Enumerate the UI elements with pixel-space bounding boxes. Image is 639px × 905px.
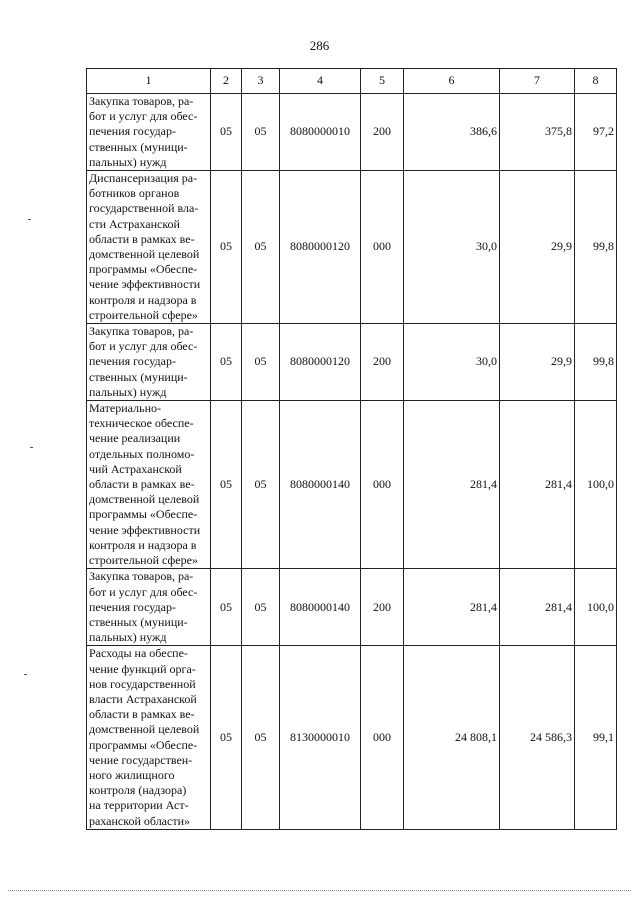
description-line: области в рамках ве- [89, 707, 195, 722]
description-line: бот и услуг для обес- [89, 584, 198, 599]
cell-target-article: 8130000010 [280, 646, 361, 829]
cell-section: 05 [211, 324, 242, 401]
scan-speck [30, 447, 33, 448]
description-line: чение эффективности [89, 522, 201, 537]
table-row [87, 569, 617, 646]
scan-speck [28, 219, 31, 220]
description-line: на территории Аст- [89, 798, 189, 813]
description-line: строительной сфере» [89, 307, 198, 322]
cell-percent: 100,0 [575, 401, 617, 569]
cell-target-article: 8080000120 [280, 171, 361, 324]
cell-executed: 29,9 [500, 324, 575, 401]
header-col-5: 5 [361, 69, 404, 94]
cell-percent: 100,0 [575, 569, 617, 646]
description-line: пальных) нужд [89, 154, 167, 169]
cell-planned: 281,4 [404, 569, 500, 646]
description-line: ственных (муници- [89, 139, 188, 154]
description-line: программы «Обеспе- [89, 507, 198, 522]
cell-subsection: 05 [242, 401, 280, 569]
description-line: техническое обеспе- [89, 416, 194, 431]
cell-subsection: 05 [242, 171, 280, 324]
description-line: Материально- [89, 401, 161, 416]
cell-expense-type: 000 [361, 401, 404, 569]
cell-planned: 281,4 [404, 401, 500, 569]
description-line: чение реализации [89, 431, 181, 446]
description-line: пальных) нужд [89, 630, 167, 645]
cell-description [87, 401, 211, 569]
cell-planned: 24 808,1 [404, 646, 500, 829]
table-row [87, 646, 617, 829]
description-line: бот и услуг для обес- [89, 109, 198, 124]
description-line: контроля (надзора) [89, 783, 187, 798]
description-line: государственной вла- [89, 201, 199, 216]
description-line: чий Астраханской [89, 461, 182, 476]
description-line: программы «Обеспе- [89, 737, 198, 752]
header-col-1: 1 [87, 69, 211, 94]
description-line: власти Астраханской [89, 691, 197, 706]
header-col-2: 2 [211, 69, 242, 94]
cell-percent: 99,1 [575, 646, 617, 829]
cell-executed: 281,4 [500, 569, 575, 646]
description-line: контроля и надзора в [89, 292, 197, 307]
description-line: контроля и надзора в [89, 537, 197, 552]
description-line: области в рамках ве- [89, 231, 195, 246]
cell-section: 05 [211, 94, 242, 171]
cell-description [87, 94, 211, 171]
cell-subsection: 05 [242, 324, 280, 401]
description-line: программы «Обеспе- [89, 262, 198, 277]
table-row [87, 401, 617, 569]
description-line: чение эффективности [89, 277, 201, 292]
description-line: печения государ- [89, 354, 176, 369]
description-line: домственной целевой [89, 722, 200, 737]
cell-executed: 29,9 [500, 171, 575, 324]
cell-subsection: 05 [242, 646, 280, 829]
description-line: ного жилищного [89, 767, 175, 782]
cell-expense-type: 200 [361, 324, 404, 401]
page-bottom-edge [8, 890, 631, 891]
scan-speck [24, 674, 27, 675]
header-col-7: 7 [500, 69, 575, 94]
cell-planned: 30,0 [404, 324, 500, 401]
description-line: печения государ- [89, 124, 176, 139]
cell-section: 05 [211, 401, 242, 569]
cell-percent: 97,2 [575, 94, 617, 171]
table-row [87, 324, 617, 401]
cell-executed: 281,4 [500, 401, 575, 569]
cell-target-article: 8080000010 [280, 94, 361, 171]
description-line: Закупка товаров, ра- [89, 324, 194, 339]
cell-executed: 375,8 [500, 94, 575, 171]
description-line: печения государ- [89, 599, 176, 614]
description-line: сти Астраханской [89, 216, 180, 231]
header-col-6: 6 [404, 69, 500, 94]
cell-description [87, 324, 211, 401]
description-line: Закупка товаров, ра- [89, 569, 194, 584]
page-number: 286 [309, 38, 330, 53]
table-row [87, 94, 617, 171]
cell-expense-type: 000 [361, 171, 404, 324]
description-line: Расходы на обеспе- [89, 646, 188, 661]
cell-section: 05 [211, 171, 242, 324]
cell-description [87, 569, 211, 646]
cell-executed: 24 586,3 [500, 646, 575, 829]
description-line: нов государственной [89, 676, 196, 691]
description-line: ботников органов [89, 186, 180, 201]
description-line: Диспансеризация ра- [89, 171, 198, 186]
description-line: бот и услуг для обес- [89, 339, 198, 354]
description-line: домственной целевой [89, 492, 200, 507]
table-body [87, 94, 617, 830]
description-line: домственной целевой [89, 247, 200, 262]
header-col-4: 4 [280, 69, 361, 94]
cell-expense-type: 000 [361, 646, 404, 829]
budget-table [86, 68, 617, 830]
cell-subsection: 05 [242, 94, 280, 171]
cell-percent: 99,8 [575, 324, 617, 401]
description-line: ственных (муници- [89, 614, 188, 629]
cell-expense-type: 200 [361, 569, 404, 646]
cell-planned: 386,6 [404, 94, 500, 171]
description-line: раханской области» [89, 813, 190, 828]
description-line: ственных (муници- [89, 369, 188, 384]
description-line: чение функций орга- [89, 661, 196, 676]
cell-description [87, 171, 211, 324]
header-col-3: 3 [242, 69, 280, 94]
description-line: пальных) нужд [89, 384, 167, 399]
cell-target-article: 8080000140 [280, 401, 361, 569]
description-line: Закупка товаров, ра- [89, 94, 194, 108]
cell-section: 05 [211, 569, 242, 646]
cell-percent: 99,8 [575, 171, 617, 324]
cell-subsection: 05 [242, 569, 280, 646]
cell-planned: 30,0 [404, 171, 500, 324]
description-line: области в рамках ве- [89, 477, 195, 492]
cell-expense-type: 200 [361, 94, 404, 171]
description-line: отдельных полномо- [89, 446, 195, 461]
table-row [87, 171, 617, 324]
description-line: строительной сфере» [89, 553, 198, 568]
cell-target-article: 8080000120 [280, 324, 361, 401]
cell-description [87, 646, 211, 829]
cell-section: 05 [211, 646, 242, 829]
table-header-row [87, 69, 617, 94]
cell-target-article: 8080000140 [280, 569, 361, 646]
header-col-8: 8 [575, 69, 617, 94]
description-line: чение государствен- [89, 752, 193, 767]
